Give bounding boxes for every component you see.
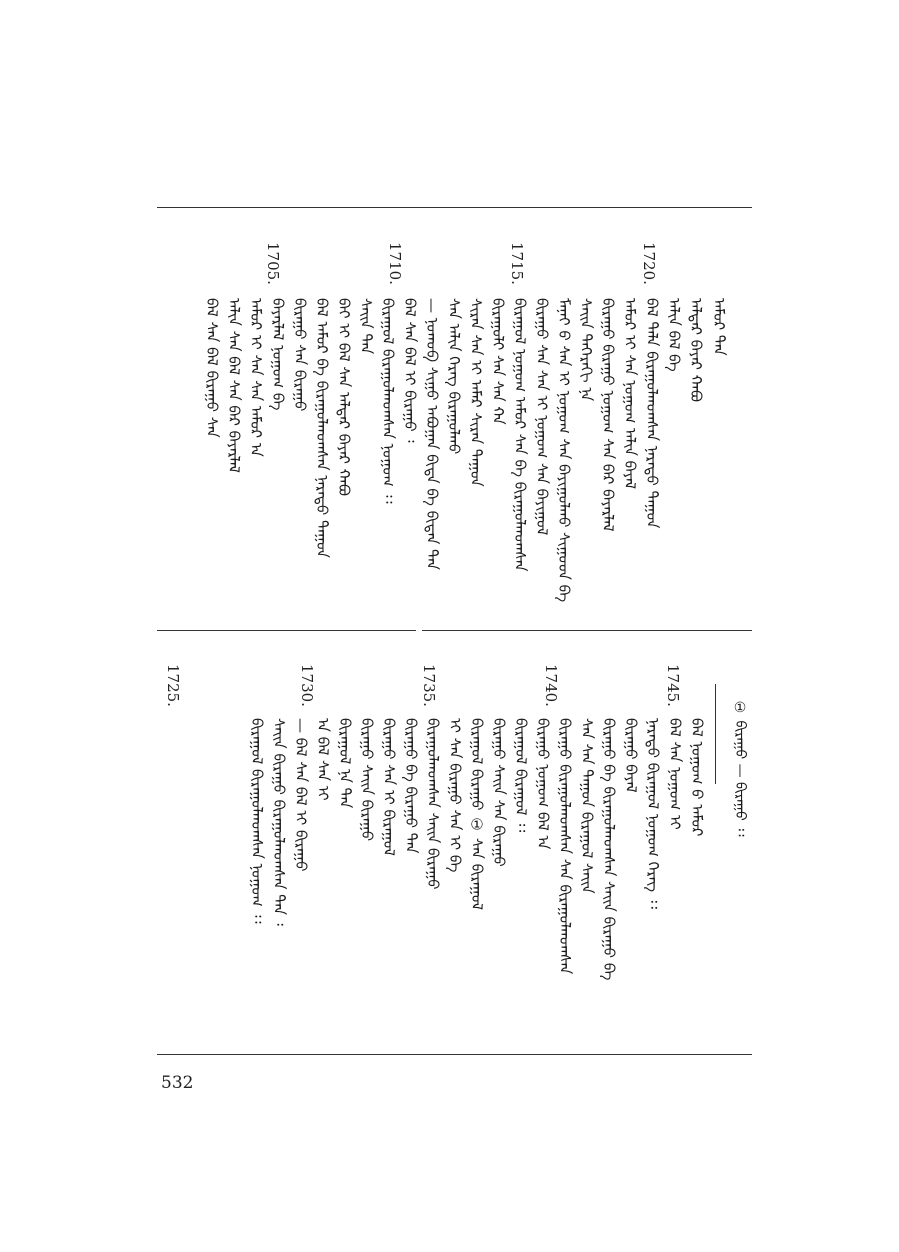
lower-line-4: ᠪᠢᠷᠠᠭᠤ ᠪᠠᠶᠠᠯ [622,718,640,793]
middle-rule-gap [416,626,422,634]
upper-line-12: ᠰᠢᠷᠠᠨ ᠰᠠᠨ ᠢ ᠠᠮᠠᠷ ᠰᠢᠷᠠᠨ ᠳᠠᠭᠤᠨ [467,298,485,487]
upper-line-18: ᠪᠠᠢ ᠢ ᠪᠡᠯ ᠰᠠᠨ ᠠᠯᠳᠠᠷ ᠪᠠᠶᠠᠷ ᠬᠠᠪᠤ [335,298,353,497]
lower-line-16: ᠪᠢᠷᠠᠭᠤ ᠰᠠᠢᠨ ᠪᠢᠷᠠᠭᠤ [358,718,376,842]
page-number: 532 [161,1073,194,1093]
upper-line-14: — ᠨᠤᠬᠤᠪ ᠰᠢᠭᠤ ᠠᠪᠤᠭᠠᠨ ᠪᠢᠳᠡ ᠪᠠ ᠪᠢᠳᠡᠨ ᠲᠡᠨ [423,298,441,570]
lower-line-2: ᠪᠡᠯ ᠰᠠᠨ ᠨᠤᠭᠤᠭ ᠢ [666,718,684,830]
top-rule [157,207,752,208]
upper-line-10: ᠪᠢᠷᠠᠭᠤᠯ ᠨᠤᠭᠤᠭ ᠠᠮᠤᠷ ᠰᠠᠨ ᠪᠠ ᠪᠢᠷᠠᠭᠤᠯᠬᠤᠭᠰᠠᠨ [511,298,529,572]
line-number: 1730. [298,664,316,707]
lower-line-18: ᠠ ᠪᠡᠯ ᠰᠠᠨ ᠢ [314,718,332,801]
footnote: ① ᠪᠢᠷᠠᠭᠤ — ᠪᠢᠷᠠᠭᠤ ᠄᠄ [732,700,748,837]
lower-line-20: ᠰᠠᠢᠨ ᠪᠢᠷᠠᠭᠤ ᠪᠢᠷᠠᠭᠤᠯᠬᠤᠭᠰᠠᠨ ᠲᠡᠨ ᠄ [270,718,288,926]
upper-line-24: ᠪᠡᠯ ᠰᠠᠨ ᠪᠡᠯ ᠪᠢᠷᠠᠭᠤ ᠰᠠᠨ [203,298,221,438]
lower-line-13: ᠪᠢᠷᠠᠭᠤᠯᠬᠤᠭᠰᠠᠨ ᠰᠠᠢᠨ ᠪᠢᠷᠠᠭᠤ [424,718,442,890]
upper-line-21: ᠪᠠᠶᠠᠷᠯᠠᠯ ᠨᠤᠭᠤᠭ ᠪᠠ [269,298,287,411]
lower-line-21: ᠪᠢᠷᠠᠭᠤᠯ ᠪᠢᠷᠠᠭᠤᠯᠬᠤᠭᠰᠠᠨ ᠨᠤᠭᠤᠭ ᠄᠄ [248,718,266,924]
line-number: 1735. [420,664,438,707]
footnote-rule [715,684,716,784]
upper-line-17: ᠰᠠᠢᠨ ᠲᠡᠨ [357,298,375,355]
lower-line-10: ᠪᠢᠷᠠᠭᠤ ᠰᠠᠢᠨ ᠰᠠᠨ ᠪᠢᠷᠠᠭᠤ [490,718,508,867]
upper-line-6: ᠪᠢᠷᠠᠭᠤ ᠪᠢᠷᠠᠭᠤ ᠨᠤᠭᠤᠭ ᠰᠠᠨ ᠪᠠᠷ ᠪᠠᠶᠠᠷᠯᠠᠯ [599,298,617,532]
upper-line-22: ᠠᠮᠤᠷ ᠢ ᠰᠠᠨ ᠰᠠᠨ ᠠᠮᠤᠷ ᠠ [247,298,265,457]
lower-line-17: ᠪᠢᠷᠠᠭᠤᠯ ᠨᠠ ᠲᠡᠨ [336,718,354,809]
upper-line-11: ᠪᠢᠷᠠᠭᠤᠯᠢ ᠰᠠᠨ ᠰᠠᠨ ᠬᠠ [489,298,507,425]
lower-line-19: — ᠪᠡᠯ ᠰᠠᠨ ᠪᠠᠯ ᠢ ᠪᠢᠷᠠᠭᠤ [292,718,310,872]
middle-rule [157,630,752,631]
upper-line-7: ᠰᠠᠢᠨ ᠳᠡᠭᠡᠷᠡᠬᠢ ᠨᠠ [577,298,595,402]
lower-line-6: ᠰᠠᠨ ᠰᠠᠨ ᠳᠠᠭᠤᠨ ᠪᠢᠷᠠᠭᠤᠯ ᠰᠠᠢᠨ [578,718,596,894]
line-number: 1725. [164,664,182,707]
lower-line-8: ᠪᠢᠷᠠᠭᠤ ᠨᠤᠭᠤᠭ ᠪᠡᠯ ᠠ [534,718,552,850]
line-number: 1710. [386,242,404,285]
line-number: 1720. [640,242,658,285]
lower-line-9: ᠪᠢᠷᠠᠭᠤᠯ ᠪᠢᠷᠠᠭᠤᠯ ᠄᠄ [512,718,530,833]
lower-line-14: ᠪᠢᠷᠠᠭᠤ ᠪᠠ ᠪᠢᠷᠠᠭᠤ ᠲᠡᠨ [402,718,420,854]
upper-line-8: ᠮᠠᠨᠠᠢ ᠪ ᠰᠠᠨ ᠢ ᠨᠤᠭᠤᠭ ᠰᠠᠨ ᠪᠠᠶᠢᠭᠤᠯᠬᠤ ᠰᠢᠭᠤᠳ ᠪᠠ [555,298,573,603]
lower-line-1: ᠪᠡᠯ ᠨᠤᠭᠤᠭ ᠪ ᠠᠮᠤᠷ [688,718,706,837]
upper-line-19: ᠪᠡᠯ ᠠᠮᠤᠷ ᠪᠠ ᠪᠢᠷᠠᠭᠤᠯᠬᠤᠭᠰᠠᠨ ᠨᠡᠷᠡᠳᠦ ᠳᠠᠭᠤᠨ [313,298,331,558]
line-number: 1715. [508,242,526,285]
lower-line-15: ᠪᠢᠷᠠᠭᠤ ᠰᠠᠨ ᠢ ᠪᠢᠷᠠᠭᠤᠯ [380,718,398,856]
upper-line-2: ᠠᠯᠳᠠᠷ ᠪᠠᠶᠠᠷ ᠬᠠᠪᠤ [687,298,705,403]
upper-line-3: ᠠᠯᠢᠨ ᠪᠡᠯ ᠪᠠ [665,298,683,372]
lower-line-11: ᠪᠢᠷᠠᠭᠤᠯ ᠪᠢᠷᠠᠭᠤ ① ᠰᠠᠨ ᠪᠢᠷᠠᠭᠤᠯ [468,718,486,910]
lower-line-3: ᠨᠡᠷᠡᠳᠦ ᠪᠢᠷᠠᠭᠤᠯ ᠨᠤᠭᠤᠭ ᠬᠡᠷᠡᠭ ᠄᠄ [644,718,662,909]
upper-line-15: ᠪᠡᠯ ᠰᠠᠨ ᠪᠠᠯ ᠢ ᠪᠢᠷᠠᠭᠤ ᠄ [401,298,419,443]
upper-line-16: ᠪᠢᠷᠠᠭᠤᠯ ᠪᠢᠷᠠᠭᠤᠯᠬᠤᠭᠰᠠᠨ ᠨᠤᠭᠤᠭ ᠄᠄ [379,298,397,504]
line-number: 1705. [264,242,282,285]
upper-line-1: ᠠᠮᠤᠷ ᠲᠡᠨ [710,298,728,356]
upper-line-5: ᠠᠮᠤᠷ ᠢ ᠰᠠᠨ ᠨᠤᠭᠤᠭ ᠠᠯᠢᠨ ᠪᠠᠶᠠᠯ [621,298,639,490]
lower-line-5: ᠪᠢᠷᠠᠭᠤ ᠪᠠ ᠪᠢᠷᠠᠭᠤᠯᠬᠤᠭᠰᠠᠨ ᠰᠠᠢᠨ ᠪᠢᠷᠠᠭᠤ ᠪᠠ [600,718,618,981]
lower-line-12: ᠢ ᠰᠠᠨ ᠪᠢᠷᠠᠭᠤ ᠰᠠᠨ ᠢ ᠪᠠ [446,718,464,873]
lower-line-7: ᠪᠢᠷᠠᠭᠤ ᠪᠢᠷᠠᠭᠤᠯᠬᠤᠭᠰᠠᠨ ᠰᠠᠨ ᠪᠢᠷᠠᠭᠤᠯᠬᠤᠭᠰᠠᠨ [556,718,574,975]
line-number: 1740. [542,664,560,707]
upper-line-13: ᠰᠠᠨ ᠠᠯᠢᠨ ᠬᠡᠷᠡᠭ ᠪᠢᠷᠠᠭᠤᠯᠬᠤ [445,298,463,455]
upper-line-20: ᠪᠢᠷᠠᠭᠤ ᠰᠠᠨ ᠪᠢᠷᠠᠭᠤ [291,298,309,412]
bottom-rule [157,1054,752,1055]
line-number: 1745. [664,664,682,707]
upper-line-9: ᠪᠢᠷᠠᠭᠤ ᠰᠠᠨ ᠰᠠᠨ ᠢ ᠨᠤᠭᠤᠭ ᠰᠠᠨ ᠪᠠᠶᠢᠭᠤᠯ [533,298,551,536]
upper-line-4: ᠪᠡᠯ ᠲᠠᠯᠠ ᠪᠢᠷᠠᠭᠤᠯᠬᠤᠭᠰᠠᠨ ᠨᠡᠷᠡᠳᠦ ᠳᠠᠭᠤᠨ [643,298,661,529]
upper-line-23: ᠠᠯᠢᠨ ᠰᠠᠨ ᠪᠡᠯ ᠰᠠᠨ ᠪᠠᠷ ᠪᠠᠶᠠᠷᠯᠠᠯ [225,298,243,473]
